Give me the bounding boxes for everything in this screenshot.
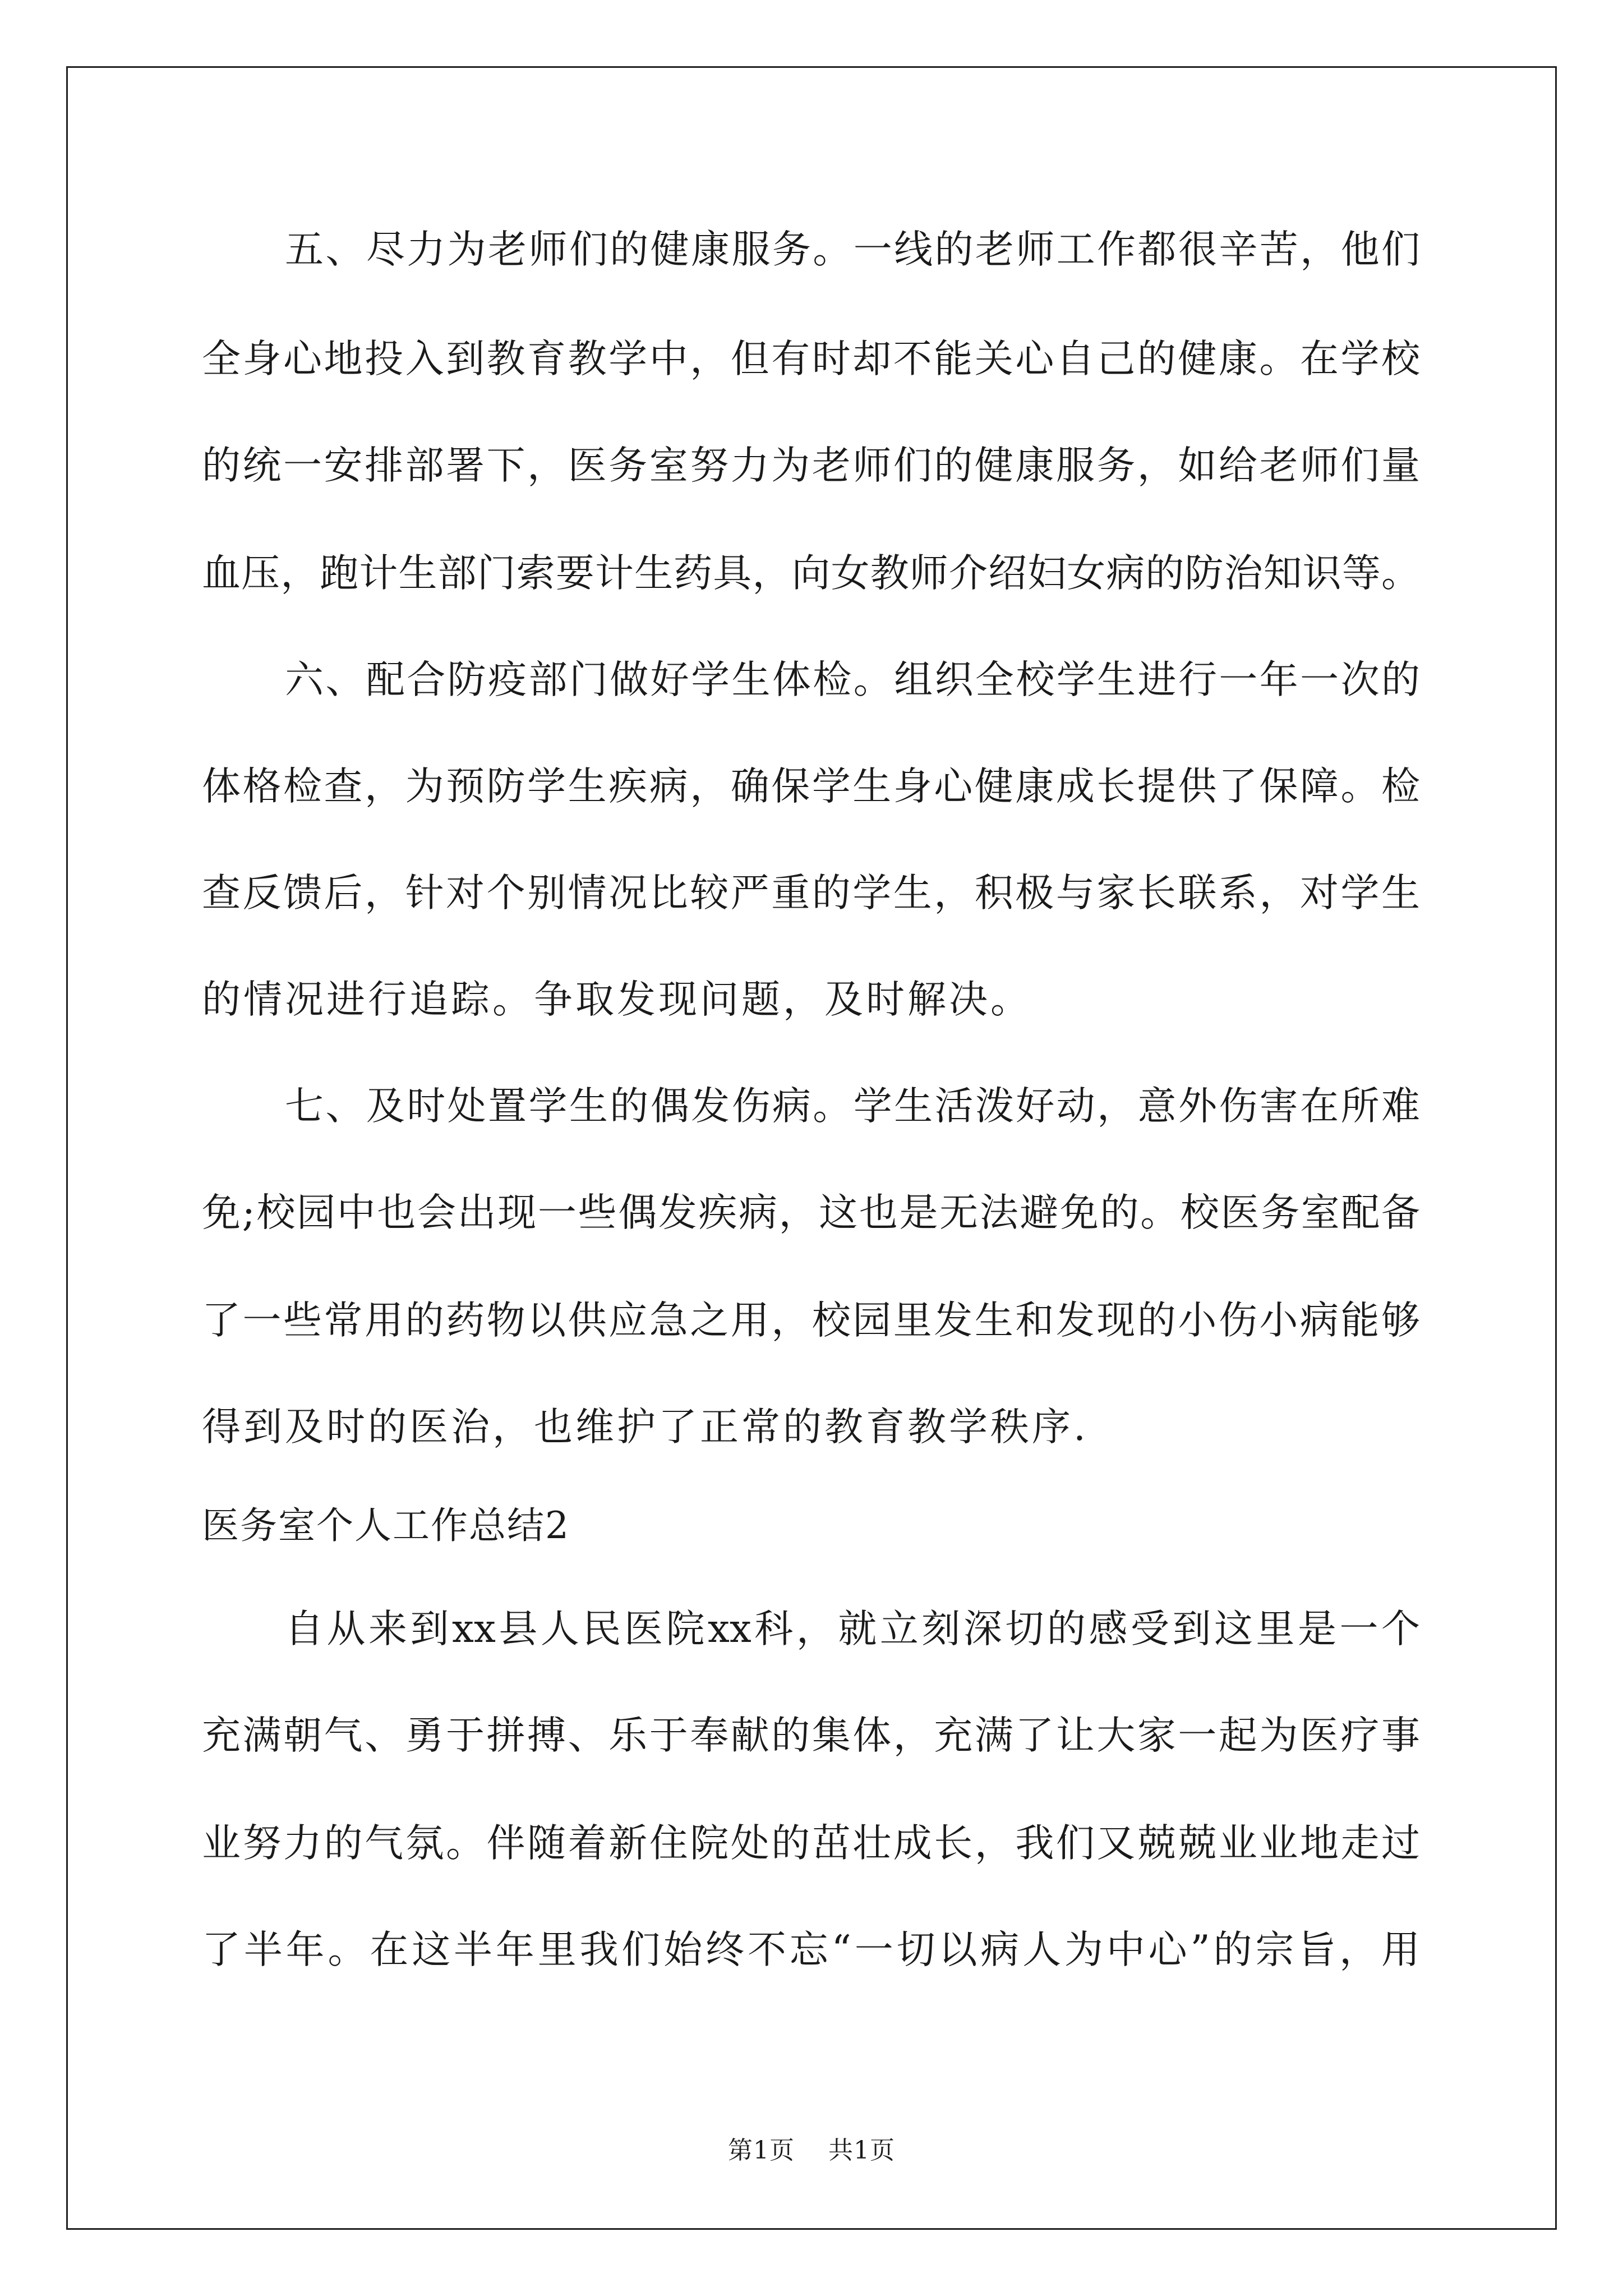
paragraph-line: 体格检查，为预防学生疾病，确保学生身心健康成长提供了保障。检 xyxy=(202,764,1420,809)
paragraph-line: 血压，跑计生部门索要计生药具，向女教师介绍妇女病的防治知识等。 xyxy=(202,551,1420,596)
paragraph-line: 了一些常用的药物以供应急之用，校园里发生和发现的小伤小病能够 xyxy=(202,1298,1420,1343)
paragraph-line: 充满朝气、勇于拼搏、乐于奉献的集体，充满了让大家一起为医疗事 xyxy=(202,1713,1420,1758)
paragraph-line: 得到及时的医治，也维护了正常的教育教学秩序. xyxy=(202,1405,1089,1450)
paragraph-line: 全身心地投入到教育教学中，但有时却不能关心自己的健康。在学校 xyxy=(202,337,1420,381)
paragraph-line: 七、及时处置学生的偶发伤病。学生活泼好动，意外伤害在所难 xyxy=(285,1084,1420,1129)
page-number: 第1页 xyxy=(728,2136,795,2165)
page-footer xyxy=(0,2136,1623,2165)
paragraph-line: 免;校园中也会出现一些偶发疾病，这也是无法避免的。校医务室配备 xyxy=(202,1190,1420,1235)
paragraph-line: 业努力的气氛。伴随着新住院处的茁壮成长，我们又兢兢业业地走过 xyxy=(202,1821,1420,1866)
section-heading: 医务室个人工作总结2 xyxy=(202,1504,570,1547)
paragraph-line: 自从来到xx县人民医院xx科，就立刻深切的感受到这里是一个 xyxy=(285,1607,1420,1651)
paragraph-line: 的情况进行追踪。争取发现问题，及时解决。 xyxy=(202,977,1032,1022)
page-total: 共1页 xyxy=(828,2136,895,2165)
page-border xyxy=(66,66,1557,2230)
paragraph-line: 五、尽力为老师们的健康服务。一线的老师工作都很辛苦，他们 xyxy=(285,227,1420,272)
paragraph-line: 查反馈后，针对个别情况比较严重的学生，积极与家长联系，对学生 xyxy=(202,871,1420,915)
paragraph-line: 了半年。在这半年里我们始终不忘“一切以病人为中心”的宗旨，用 xyxy=(202,1927,1420,1972)
paragraph-line: 的统一安排部署下，医务室努力为老师们的健康服务，如给老师们量 xyxy=(202,443,1420,488)
paragraph-line: 六、配合防疫部门做好学生体检。组织全校学生进行一年一次的 xyxy=(285,657,1420,702)
